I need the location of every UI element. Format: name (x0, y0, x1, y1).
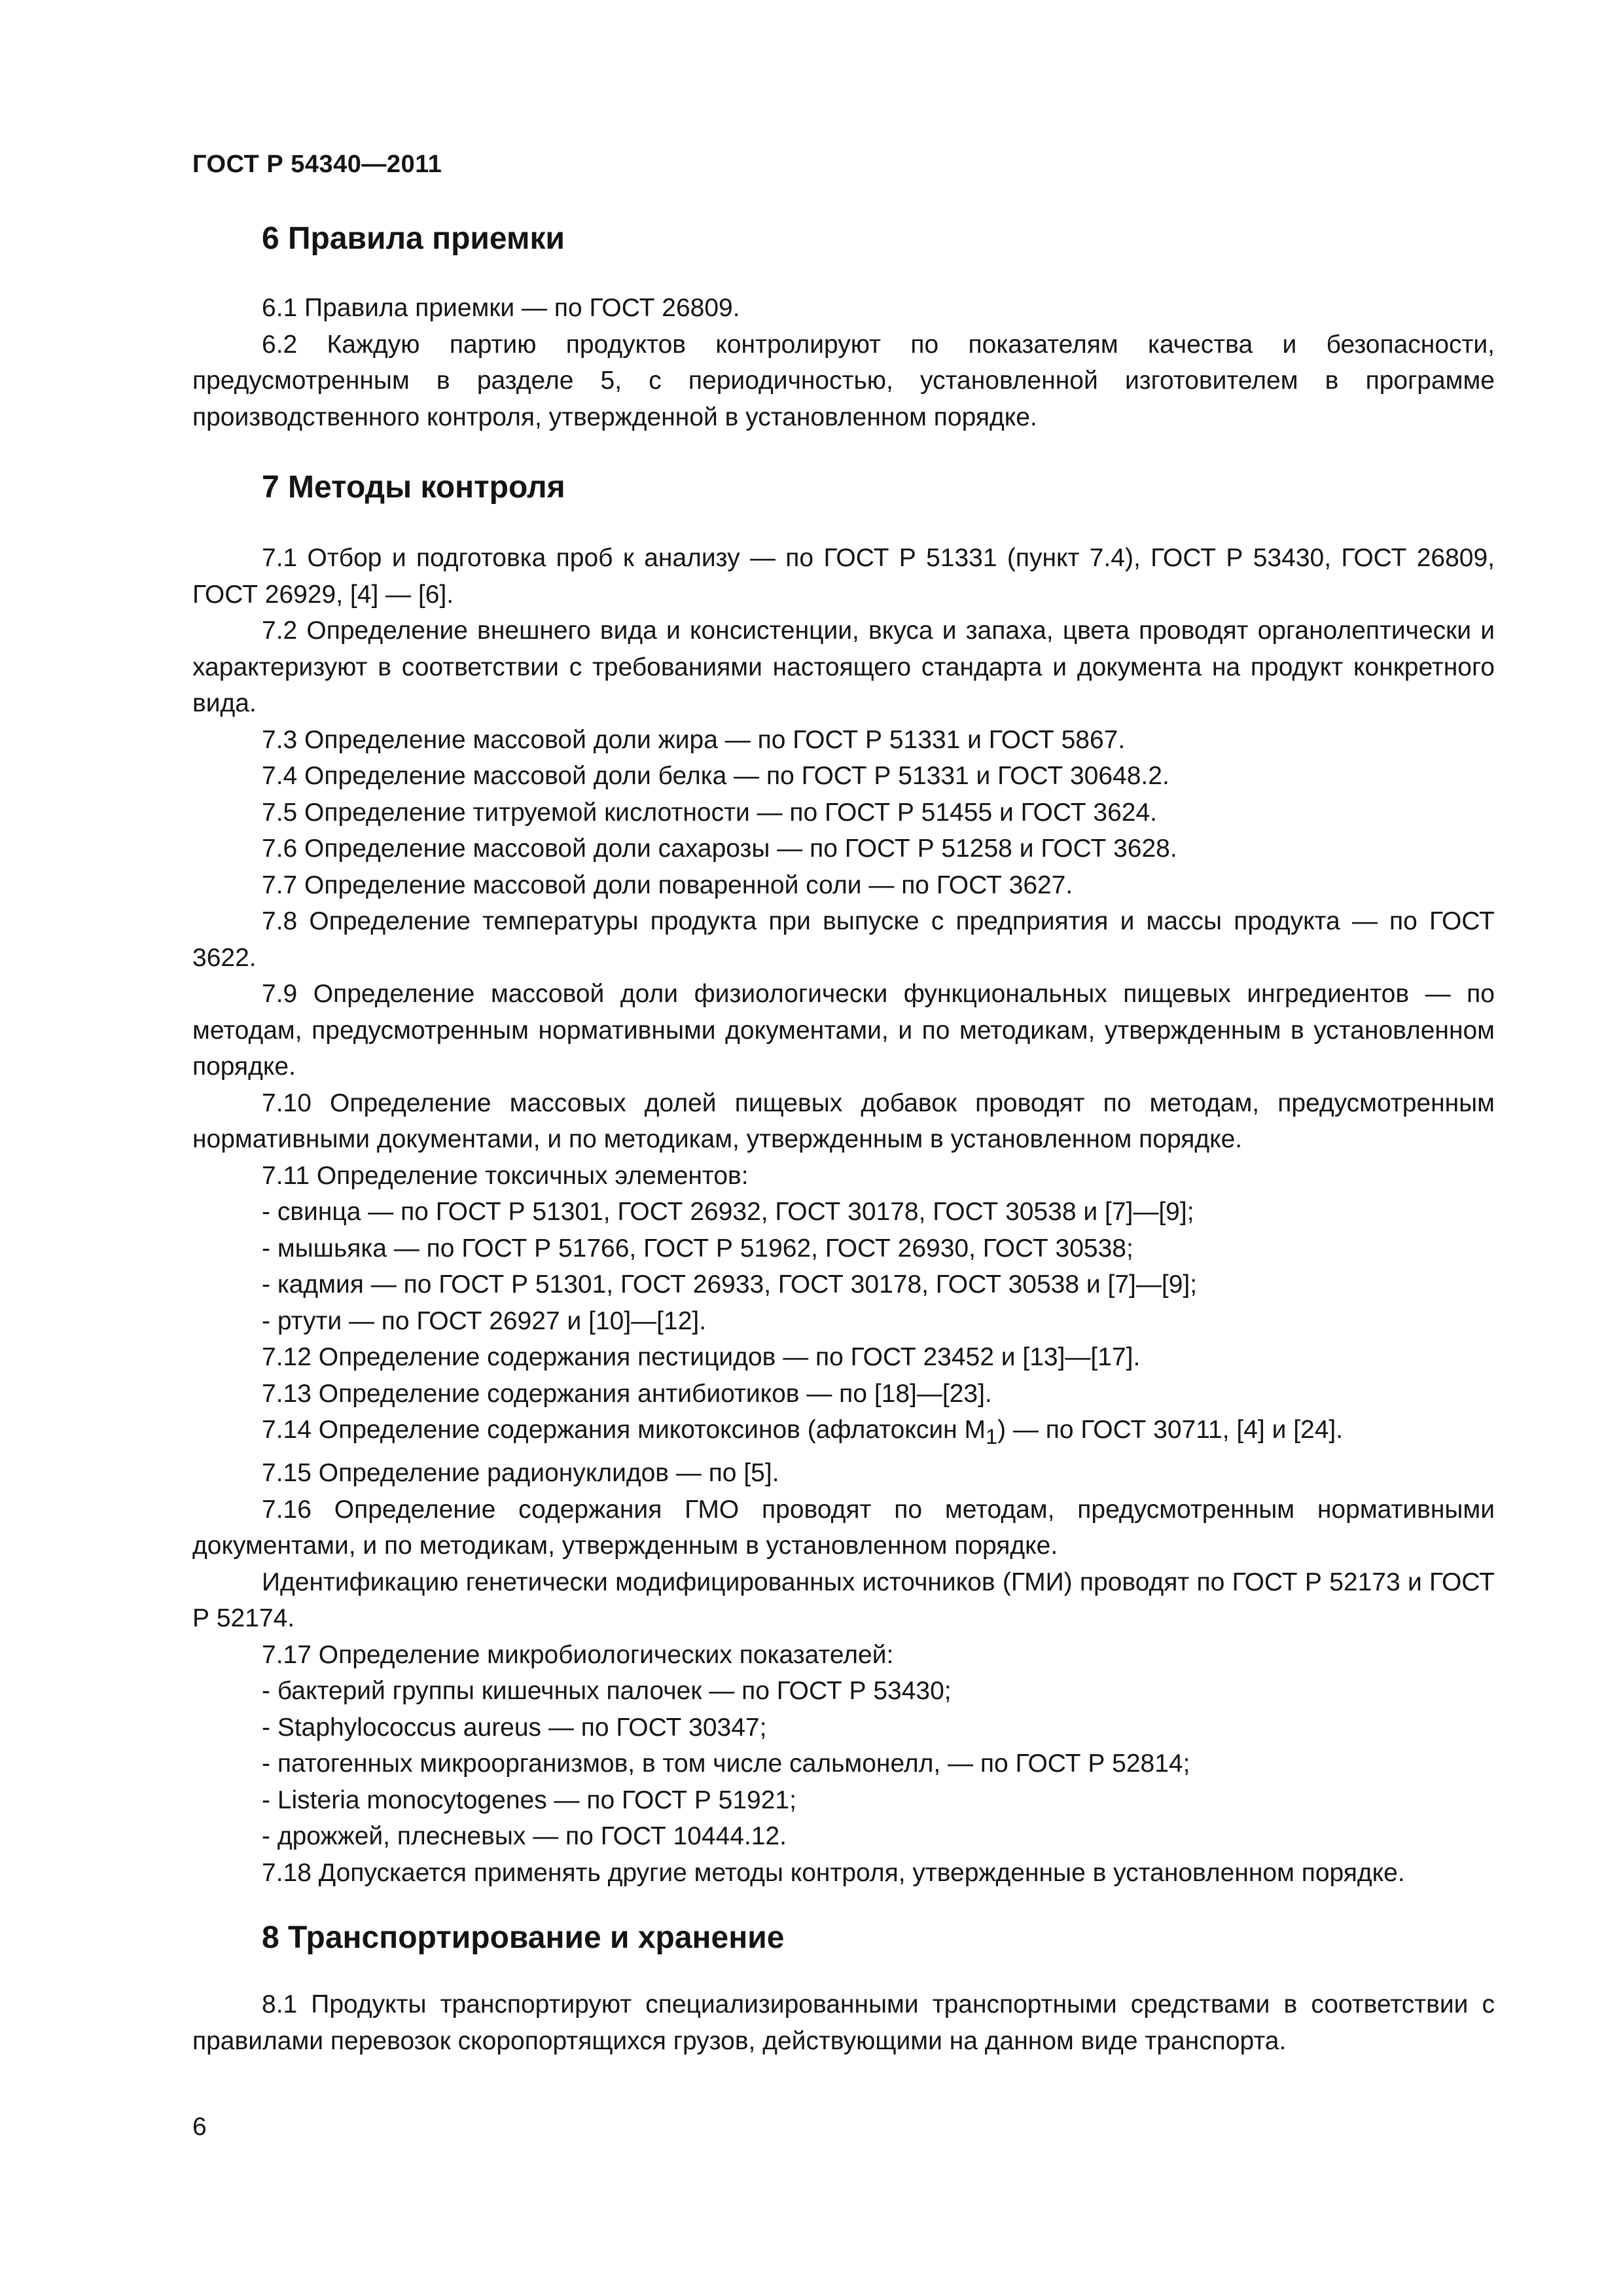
paragraph-7-3: 7.3 Определение массовой доли жира — по ГОСТ Р 51331 и ГОСТ 5867. (262, 725, 1126, 754)
section-8-title: 8 Транспортирование и хранение (262, 1920, 785, 1956)
paragraph-7-7: 7.7 Определение массовой доли поваренной соли — по ГОСТ 3627. (262, 870, 1073, 899)
list-item: - патогенных микроорганизмов, в том числе сальмонелл, — по ГОСТ Р 52814; (262, 1749, 1190, 1778)
paragraph-7-5: 7.5 Определение титруемой кислотности — по ГОСТ Р 51455 и ГОСТ 3624. (262, 798, 1157, 827)
paragraph-7-15: 7.15 Определение радионуклидов — по [5]. (262, 1459, 779, 1488)
paragraph-7-1: 7.1 Отбор и подготовка проб к анализу — по ГОСТ Р 51331 (пункт 7.4), ГОСТ Р 53430, ГОСТ 26809, ГОСТ 26929, [4] — [6]. (192, 544, 1495, 609)
paragraph-7-14 (192, 1412, 1495, 1455)
list-item: - мышьяка — по ГОСТ Р 51766, ГОСТ Р 51962, ГОСТ 26930, ГОСТ 30538; (262, 1234, 1133, 1263)
paragraph-7-16: 7.16 Определение содержания ГМО проводят по методам, предусмотренным нормативными документами, и по методикам, утвержденным в установленном порядке. (192, 1495, 1495, 1560)
paragraph-7-12: 7.12 Определение содержания пестицидов — по ГОСТ 23452 и [13]—[17]. (262, 1343, 1141, 1371)
list-item: - ртути — по ГОСТ 26927 и [10]—[12]. (262, 1306, 707, 1335)
paragraph-7-14-text: 7.14 Определение содержания микотоксинов (афлатоксин М (262, 1416, 986, 1444)
list-item: - Staphylococcus aureus — по ГОСТ 30347; (262, 1713, 767, 1742)
paragraph-7-10: 7.10 Определение массовых долей пищевых добавок проводят по методам, предусмотренным нормативными документами, и по методикам, утвержденным в установленном порядке. (192, 1088, 1495, 1153)
paragraph-7-17: 7.17 Определение микробиологических показателей: (262, 1640, 894, 1669)
paragraph-7-18: 7.18 Допускается применять другие методы контроля, утвержденные в установленном порядке. (262, 1858, 1405, 1887)
paragraph-7-11: 7.11 Определение токсичных элементов: (262, 1161, 749, 1190)
paragraph-7-9: 7.9 Определение массовой доли физиологически функциональных пищевых ингредиентов — по методам, предусмотренным нормативными документами, и по методикам, утвержденным в установленном порядке. (192, 980, 1495, 1081)
paragraph-6-2: 6.2 Каждую партию продуктов контролируют по показателям качества и безопасности, предусмотренным в разделе 5, с периодичностью, установленной изготовителем в программе производственного контроля, утвержденной в установленном порядке. (192, 330, 1495, 431)
paragraph-6-1: 6.1 Правила приемки — по ГОСТ 26809. (262, 294, 740, 322)
paragraph-7-14-tail: ) — по ГОСТ 30711, [4] и [24]. (997, 1416, 1344, 1444)
section-7-title: 7 Методы контроля (262, 470, 565, 505)
paragraph-7-8: 7.8 Определение температуры продукта при выпуске с предприятия и массы продукта — по ГОСТ 3622. (192, 907, 1495, 972)
paragraph-7-14-subscript: 1 (986, 1424, 998, 1448)
section-6-title: 6 Правила приемки (262, 221, 565, 256)
page-number: 6 (192, 2113, 207, 2141)
paragraph-7-13: 7.13 Определение содержания антибиотиков — по [18]—[23]. (262, 1379, 992, 1408)
paragraph-8-1: 8.1 Продукты транспортируют специализированными транспортными средствами в соответствии с правилами перевозок скоропортящихся грузов, действующими на данном виде транспорта. (192, 1990, 1495, 2055)
paragraph-7-16-identification: Идентификацию генетически модифицированных источников (ГМИ) проводят по ГОСТ Р 52173 и ГОСТ Р 52174. (192, 1568, 1495, 1633)
list-item: - Listeria monocytogenes — по ГОСТ Р 51921; (262, 1785, 796, 1814)
list-item: - бактерий группы кишечных палочек — по ГОСТ Р 53430; (262, 1677, 952, 1706)
document-body (192, 219, 1495, 2059)
paragraph-7-6: 7.6 Определение массовой доли сахарозы — по ГОСТ Р 51258 и ГОСТ 3628. (262, 834, 1177, 863)
list-item: - свинца — по ГОСТ Р 51301, ГОСТ 26932, ГОСТ 30178, ГОСТ 30538 и [7]—[9]; (262, 1198, 1194, 1226)
list-item: - кадмия — по ГОСТ Р 51301, ГОСТ 26933, ГОСТ 30178, ГОСТ 30538 и [7]—[9]; (262, 1270, 1198, 1299)
document-header: ГОСТ Р 54340—2011 (192, 151, 442, 178)
list-item: - дрожжей, плесневых — по ГОСТ 10444.12. (262, 1822, 787, 1851)
paragraph-7-4: 7.4 Определение массовой доли белка — по ГОСТ Р 51331 и ГОСТ 30648.2. (262, 762, 1169, 790)
paragraph-7-2: 7.2 Определение внешнего вида и консистенции, вкуса и запаха, цвета проводят органолептически и характеризуют в соответствии с требованиями настоящего стандарта и документа на продукт конкретного вида. (192, 617, 1495, 717)
